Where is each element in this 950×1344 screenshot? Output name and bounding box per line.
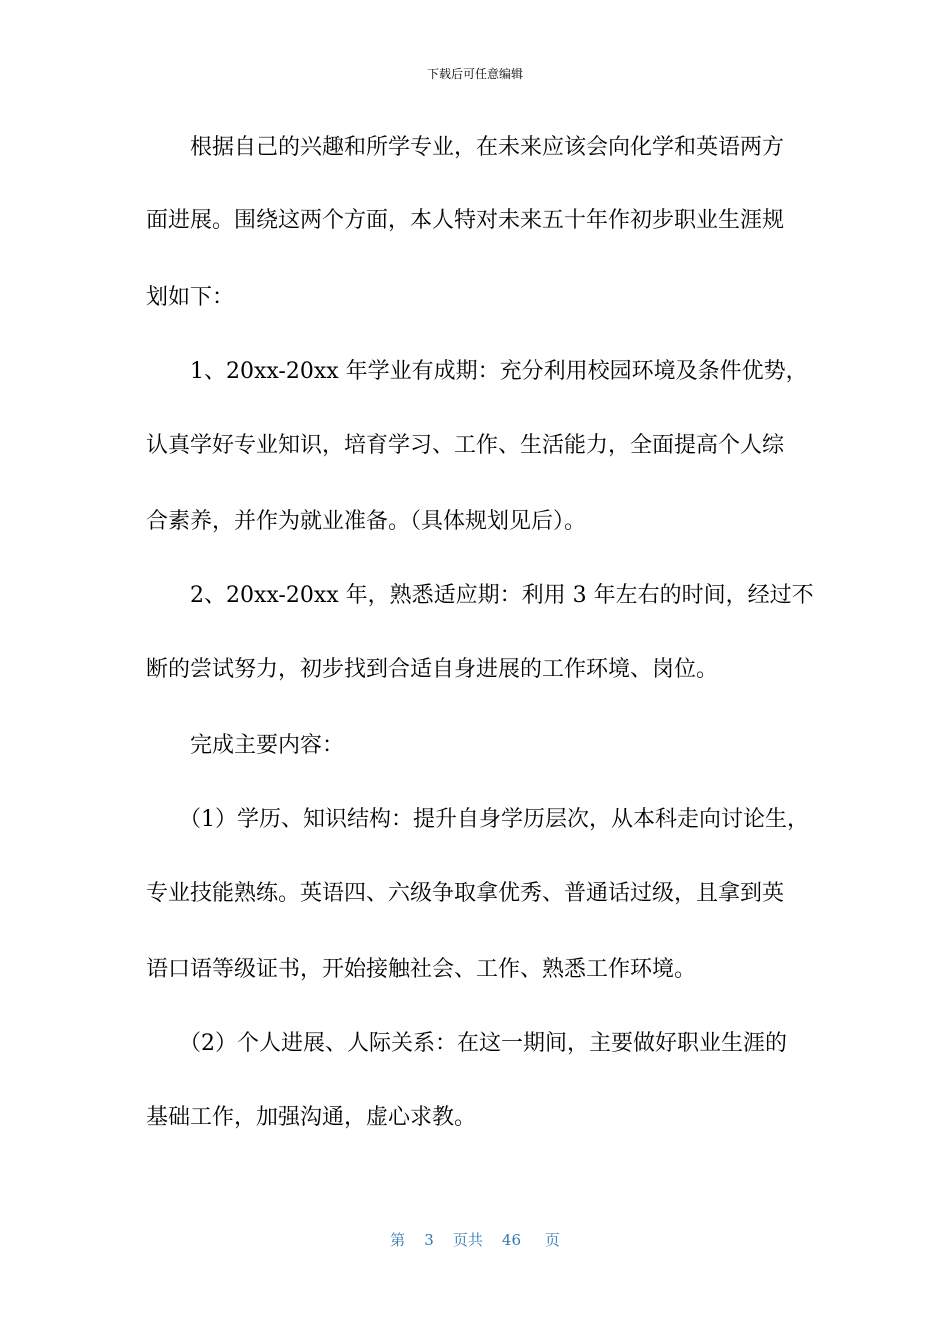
body-line: 划如下： bbox=[146, 285, 235, 310]
body-line: （1）学历、知识结构：提升自身学历层次，从本科走向讨论生， bbox=[146, 807, 809, 832]
footer-current-page: 3 bbox=[424, 1231, 434, 1249]
body-line: （2）个人进展、人际关系：在这一期间，主要做好职业生涯的 bbox=[146, 1031, 787, 1056]
body-line: 专业技能熟练。英语四、六级争取拿优秀、普通话过级，且拿到英 bbox=[146, 881, 785, 906]
footer-total-pages: 46 bbox=[501, 1231, 522, 1249]
body-line: 合素养，并作为就业准备。（具体规划见后）。 bbox=[146, 509, 587, 534]
page-header: 下载后可任意编辑 bbox=[426, 67, 523, 81]
page-footer bbox=[0, 1230, 950, 1250]
body-line: 认真学好专业知识，培育学习、工作、生活能力，全面提高个人综 bbox=[146, 433, 785, 458]
body-line: 语口语等级证书，开始接触社会、工作、熟悉工作环境。 bbox=[146, 957, 697, 982]
footer-middle: 页共 bbox=[452, 1231, 483, 1249]
body-line: 根据自己的兴趣和所学专业，在未来应该会向化学和英语两方 bbox=[146, 135, 785, 160]
body-line: 完成主要内容： bbox=[146, 733, 345, 758]
body-line: 面进展。围绕这两个方面，本人特对未来五十年作初步职业生涯规 bbox=[146, 208, 785, 233]
body-line: 1、20xx-20xx 年学业有成期：充分利用校园环境及条件优势， bbox=[146, 359, 808, 384]
body-line: 2、20xx-20xx 年，熟悉适应期：利用 3 年左右的时间，经过不 bbox=[146, 583, 814, 608]
body-line: 断的尝试努力，初步找到合适自身进展的工作环境、岗位。 bbox=[146, 657, 719, 682]
footer-prefix: 第 bbox=[390, 1231, 406, 1249]
footer-suffix: 页 bbox=[544, 1231, 560, 1249]
body-line: 基础工作，加强沟通，虚心求教。 bbox=[146, 1105, 477, 1130]
